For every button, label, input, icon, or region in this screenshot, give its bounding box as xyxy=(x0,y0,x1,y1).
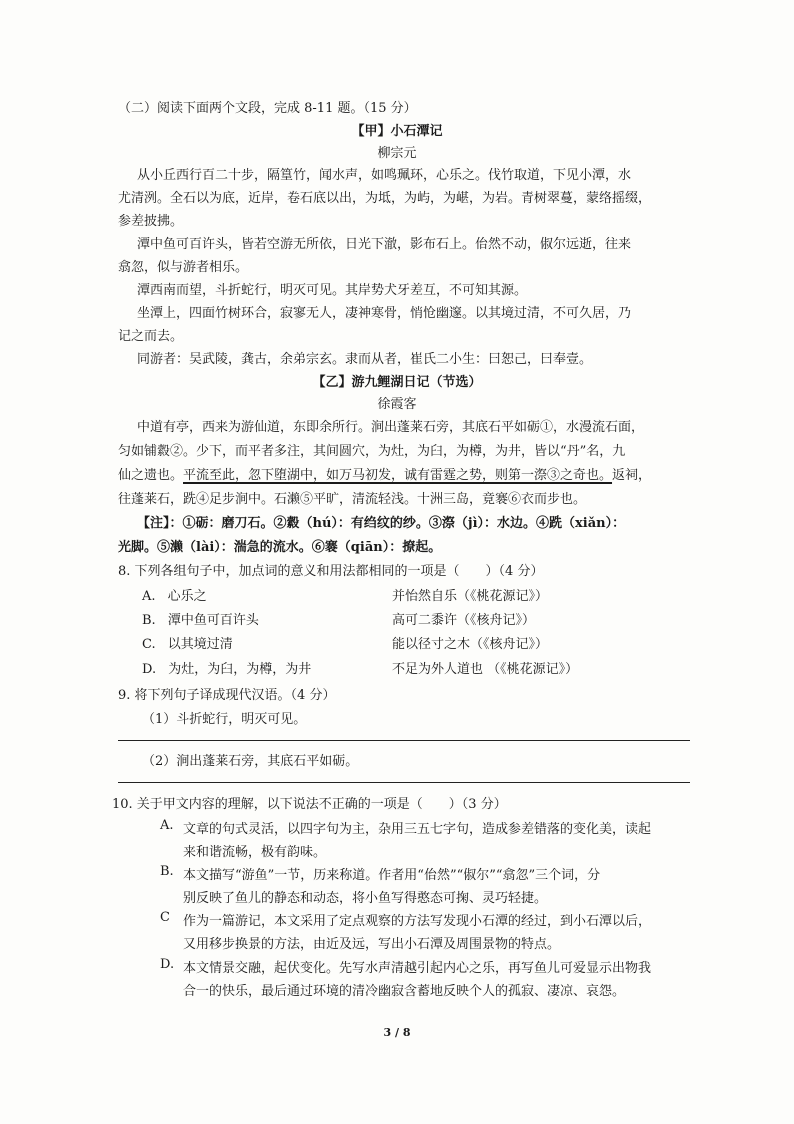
text-a-line: 参差披拂。 xyxy=(118,214,184,229)
option-label: A. xyxy=(160,818,174,833)
text-a-line: 同游者：吴武陵，龚古，余弟宗玄。隶而从者，崔氏二小生：曰恕己，曰奉壹。 xyxy=(137,352,593,367)
q10-option-c-line: 作为一篇游记，本文采用了定点观察的方法写发现小石潭的经过，到小石潭以后， xyxy=(183,914,652,929)
option-label: C. xyxy=(142,637,156,652)
text-a-line: 翕忽，似与游者相乐。 xyxy=(118,260,249,275)
text-a-line: 坐潭上，四面竹树环合，寂寥无人，凄神寒骨，悄怆幽邃。以其境过清，不可久居，乃 xyxy=(137,306,632,321)
text-a-title: 【甲】小石潭记 xyxy=(351,124,443,139)
q10-option-b-line: 别反映了鱼儿的静态和动态，将小鱼写得憨态可掬、灵巧轻捷。 xyxy=(183,891,548,906)
option-left: 心乐之 xyxy=(167,589,207,604)
answer-line xyxy=(118,782,690,783)
option-left: 潭中鱼可百许头 xyxy=(167,613,259,628)
q9-item: （1）斗折蛇行，明灭可见。 xyxy=(142,712,307,727)
option-right: 不足为外人道也 （《桃花源记》） xyxy=(392,662,579,677)
text-a-line: 从小丘西行百二十步，隔篁竹，闻水声，如鸣珮环，心乐之。伐竹取道，下见小潭，水 xyxy=(137,168,632,183)
page-number: 3 / 8 xyxy=(383,1026,411,1039)
option-label: B. xyxy=(142,613,156,628)
option-right: 能以径寸之木（《核舟记》） xyxy=(392,637,549,652)
text-b-line: 返祠， xyxy=(612,468,652,483)
q10-option-d-line: 合一的快乐，最后通过环境的清冷幽寂含蓄地反映个人的孤寂、凄凉、哀怨。 xyxy=(183,984,626,999)
option-left: 以其境过清 xyxy=(167,637,233,652)
q8-stem: 8. 下列各组句子中，加点词的意义和用法都相同的一项是（ ）（4 分） xyxy=(118,564,544,579)
option-label: D. xyxy=(142,662,157,677)
text-b-line: 往蓬莱石，跣④足步涧中。石濑⑤平旷，清流轻浅。十洲三岛，竟褰⑥衣而步也。 xyxy=(118,492,587,507)
notes-line: 光脚。⑤濑（lài）：湍急的流水。⑥褰（qiān）：撩起。 xyxy=(118,540,442,555)
text-a-author: 柳宗元 xyxy=(377,146,417,161)
text-b-line: 匀如铺縠②。少下，而平者多注，其间圆穴，为灶，为臼，为樽，为井，皆以“丹”名，九 xyxy=(118,444,626,459)
option-label: A. xyxy=(142,589,156,604)
q8-option-c xyxy=(142,633,233,652)
option-left: 为灶，为臼，为樽，为井 xyxy=(168,662,312,677)
text-b-line: 仙之遗也。 xyxy=(118,468,184,483)
q10-option-c-line: 又用移步换景的方法，由近及远，写出小石潭及周围景物的特点。 xyxy=(183,937,561,952)
text-b-title: 【乙】游九鲤湖日记（节选） xyxy=(312,375,482,390)
text-a-line: 记之而去。 xyxy=(118,329,184,344)
answer-line xyxy=(118,740,690,741)
notes-line: 【注】：①砺：磨刀石。②縠（hú）：有绉纹的纱。③漈（jì）：水边。④跣（xiǎn）： xyxy=(137,516,626,531)
option-label: B. xyxy=(160,864,174,879)
q10-option-d-line: 本文情景交融，起伏变化。先写水声清越引起内心之乐，再写鱼儿可爱显示出物我 xyxy=(183,961,652,976)
option-label: D. xyxy=(160,957,175,972)
q8-option-b xyxy=(142,609,259,628)
q9-item: （2）涧出蓬莱石旁，其底石平如砺。 xyxy=(142,754,359,769)
option-right: 高可二黍许（《核舟记》） xyxy=(392,613,536,628)
text-a-line: 尤清洌。全石以为底，近岸，卷石底以出，为坻，为屿，为嵁，为岩。青树翠蔓，蒙络摇缀， xyxy=(118,191,652,206)
q8-option-a xyxy=(142,585,207,604)
q10-option-a-line: 文章的句式灵活，以四字句为主，杂用三五七字句，造成参差错落的变化美，读起 xyxy=(183,822,652,837)
text-a-line: 潭西南而望，斗折蛇行，明灭可见。其岸势犬牙差互，不可知其源。 xyxy=(137,283,528,298)
text-b-author: 徐霞客 xyxy=(377,397,417,412)
q10-option-b-line: 本文描写“游鱼”一节，历来称道。作者用“佁然”“俶尔”“翕忽”三个词，分 xyxy=(183,868,601,883)
option-label: C xyxy=(160,910,170,925)
text-a-line: 潭中鱼可百许头，皆若空游无所依，日光下澈，影布石上。佁然不动，俶尔远逝，往来 xyxy=(137,237,632,252)
q10-option-a-line: 来和谐流畅，极有韵味。 xyxy=(183,845,327,860)
option-right: 并怡然自乐（《桃花源记》） xyxy=(392,589,549,604)
q10-stem: 10. 关于甲文内容的理解，以下说法不正确的一项是（ ）（3 分） xyxy=(112,797,507,812)
underlined-sentence: 平流至此，忽下堕湖中，如万马初发，诚有雷霆之势，则第一漈③之奇也。 xyxy=(183,468,613,483)
text-b-line: 中道有亭，西来为游仙道，东即余所行。涧出蓬莱石旁，其底石平如砺①，水漫流石面， xyxy=(137,420,645,435)
q8-option-d xyxy=(142,658,311,677)
q9-stem: 9. 将下列句子译成现代汉语。（4 分） xyxy=(118,688,336,703)
section-header: （二）阅读下面两个文段，完成 8-11 题。（15 分） xyxy=(118,101,417,116)
